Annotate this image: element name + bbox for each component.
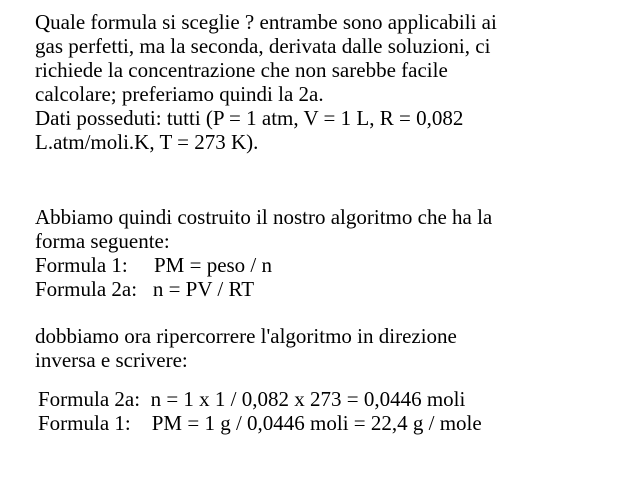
paragraph-algorithm — [35, 205, 492, 301]
text-line: Dati posseduti: tutti (P = 1 atm, V = 1 L, R = 0,082 — [35, 106, 464, 130]
text-line: Quale formula si sceglie ? entrambe sono applicabili ai — [35, 10, 497, 34]
formula-line: Formula 2a: n = 1 x 1 / 0,082 x 273 = 0,0446 moli — [38, 387, 466, 411]
formula-line: Formula 1: PM = peso / n — [35, 253, 273, 277]
text-line: dobbiamo ora ripercorrere l'algoritmo in direzione — [35, 324, 457, 348]
text-line: gas perfetti, ma la seconda, derivata dalle soluzioni, ci — [35, 34, 491, 58]
paragraph-calculation — [38, 387, 482, 435]
text-line: Abbiamo quindi costruito il nostro algoritmo che ha la — [35, 205, 493, 229]
paragraph-formula-choice — [35, 10, 497, 154]
text-line: calcolare; preferiamo quindi la 2a. — [35, 82, 324, 106]
text-line: L.atm/moli.K, T = 273 K). — [35, 130, 259, 154]
paragraph-inverse — [35, 324, 457, 372]
formula-line: Formula 1: PM = 1 g / 0,0446 moli = 22,4 g / mole — [38, 411, 482, 435]
text-line: inversa e scrivere: — [35, 348, 188, 372]
formula-line: Formula 2a: n = PV / RT — [35, 277, 255, 301]
text-line: richiede la concentrazione che non sarebbe facile — [35, 58, 448, 82]
text-line: forma seguente: — [35, 229, 170, 253]
